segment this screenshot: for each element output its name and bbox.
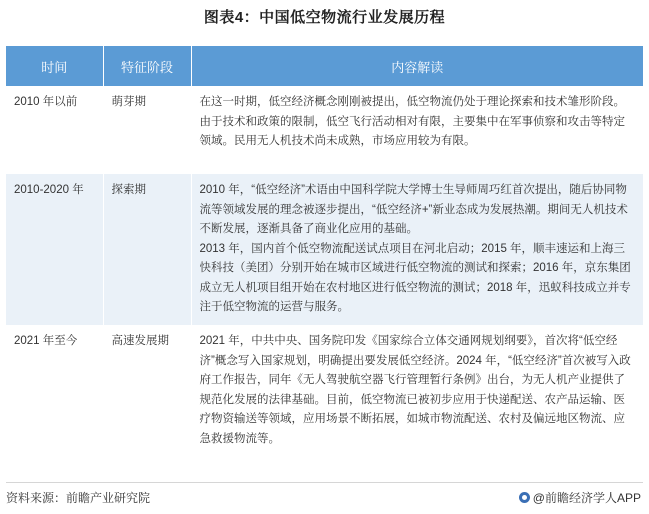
row-content	[191, 86, 643, 174]
source-note: 资料来源：前瞻产业研究院	[6, 491, 151, 505]
content-paragraph: 2021 年，中共中央、国务院印发《国家综合立体交通网规划纲要》，首次将“低空经济”概念写入国家规划，明确提出要发展低空经济。2024 年，“低空经济”首次被写入政府工作报告，同年《无人驾驶航空器飞行管理暂行条例》出台，为无人机产业提供了规范化发展的法律基础。目前，低空物流已被初步应用于快递配送、农产品运输、医疗物资输送等领域，应用场景不断拓展，如城市物流配送、农村及偏远地区物流、应急救援物流等。	[199, 335, 631, 445]
header-stage: 特征阶段	[103, 46, 191, 86]
table-row	[6, 86, 643, 174]
content-paragraph: 2010 年，“低空经济”术语由中国科学院大学博士生导师周巧红首次提出，随后协同物流等领域发展的理念被逐步提出，“低空经济+”新业态成为发展热潮。期间无人机技术不断发展，逐渐具备了商业化应用的基础。	[199, 184, 628, 235]
row-stage: 探索期	[103, 174, 191, 325]
row-time: 2021 年至今	[6, 325, 103, 455]
header-content: 内容解读	[191, 46, 643, 86]
page-title: 图表4：中国低空物流行业发展历程	[203, 9, 446, 26]
row-content	[191, 174, 643, 325]
row-stage: 萌芽期	[103, 86, 191, 174]
brand-credit	[519, 489, 641, 506]
table-header-row	[6, 46, 643, 86]
content-paragraph: 在这一时期，低空经济概念刚刚被提出，低空物流仍处于理论探索和技术雏形阶段。由于技术和政策的限制，低空飞行活动相对有限，主要集中在军事侦察和攻击等特定领域。民用无人机技术尚未成熟，市场应用较为有限。	[199, 96, 625, 147]
row-time: 2010 年以前	[6, 86, 103, 174]
header-time: 时间	[6, 46, 103, 86]
row-content	[191, 325, 643, 455]
table-row	[6, 325, 643, 455]
history-table	[6, 46, 643, 455]
divider	[6, 482, 643, 483]
row-stage: 高速发展期	[103, 325, 191, 455]
table-row	[6, 174, 643, 325]
row-time: 2010-2020 年	[6, 174, 103, 325]
brand-text: @前瞻经济学人APP	[532, 491, 641, 505]
brand-logo-icon	[519, 492, 530, 503]
content-paragraph: 2013 年，国内首个低空物流配送试点项目在河北启动；2015 年，顺丰速运和上海三快科技（美团）分别开始在城市区域进行低空物流的测试和探索；2016 年，京东集团成立无人机项目组开始在农村地区进行低空物流的测试；2018 年，迅蚁科技成立并专注于低空物流的运营与服务。	[199, 242, 631, 313]
